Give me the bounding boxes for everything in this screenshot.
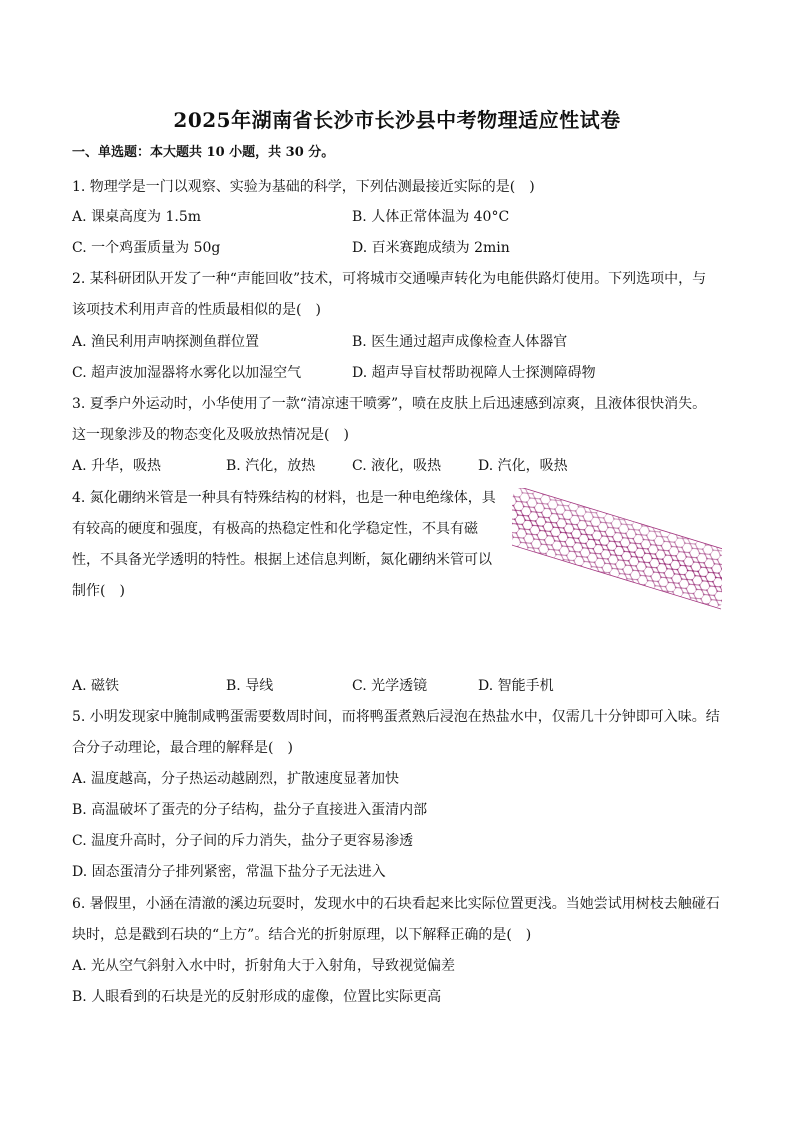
q6-option-b: B. 人眼看到的石块是光的反射形成的虚像，位置比实际更高 <box>72 989 442 1005</box>
q2-option-c: C. 超声波加湿器将水雾化以加湿空气 <box>72 365 302 381</box>
q5-option-c: C. 温度升高时，分子间的斥力消失，盐分子更容易渗透 <box>72 833 414 849</box>
nanotube-figure <box>512 488 722 610</box>
page-title: 2025年湖南省长沙市长沙县中考物理适应性试卷 <box>173 108 621 132</box>
q2-option-b: B. 医生通过超声成像检查人体器官 <box>352 334 568 350</box>
q3-stem-line1: 3. 夏季户外运动时，小华使用了一款“清凉速干喷雾”，喷在皮肤上后迅速感到凉爽，且液体很快消失。 <box>72 396 707 412</box>
q5-option-d: D. 固态蛋清分子排列紧密，常温下盐分子无法进入 <box>72 864 386 880</box>
q5-option-a: A. 温度越高，分子热运动越剧烈，扩散速度显著加快 <box>72 771 400 787</box>
q2-option-a: A. 渔民利用声呐探测鱼群位置 <box>72 334 260 350</box>
q1-option-a: A. 课桌高度为 1.5m <box>72 209 202 225</box>
q1-option-c: C. 一个鸡蛋质量为 50g <box>72 240 221 256</box>
q3-option-b: B. 汽化，放热 <box>226 458 316 474</box>
q2-stem-line1: 2. 某科研团队开发了一种“声能回收”技术，可将城市交通噪声转化为电能供路灯使用。下列选项中，与 <box>72 271 707 287</box>
q1-option-b: B. 人体正常体温为 40°C <box>352 209 510 225</box>
q4-option-d: D. 智能手机 <box>478 678 554 694</box>
q4-option-c: C. 光学透镜 <box>352 678 428 694</box>
q6-stem-line2: 块时，总是戳到石块的“上方”。结合光的折射原理，以下解释正确的是( ) <box>72 927 532 943</box>
q4-stem-line3: 性，不具备光学透明的特性。根据上述信息判断，氮化硼纳米管可以 <box>72 552 492 568</box>
q4-stem-line1: 4. 氮化硼纳米管是一种具有特殊结构的材料，也是一种电绝缘体，具 <box>72 490 496 506</box>
q2-option-d: D. 超声导盲杖帮助视障人士探测障碍物 <box>352 365 596 381</box>
q5-stem-line2: 合分子动理论，最合理的解释是( ) <box>72 740 293 756</box>
q5-stem-line1: 5. 小明发现家中腌制咸鸭蛋需要数周时间，而将鸭蛋煮熟后浸泡在热盐水中，仅需几十分钟即可入味。结 <box>72 709 720 725</box>
q5-option-b: B. 高温破坏了蛋壳的分子结构，盐分子直接进入蛋清内部 <box>72 802 428 818</box>
q3-option-c: C. 液化，吸热 <box>352 458 442 474</box>
q3-option-d: D. 汽化，吸热 <box>478 458 568 474</box>
q6-option-a: A. 光从空气斜射入水中时，折射角大于入射角，导致视觉偏差 <box>72 958 456 974</box>
q3-option-a: A. 升华，吸热 <box>72 458 162 474</box>
q1-option-d: D. 百米赛跑成绩为 2min <box>352 240 510 256</box>
q4-option-b: B. 导线 <box>226 678 274 694</box>
q4-stem-line2: 有较高的硬度和强度，有极高的热稳定性和化学稳定性，不具有磁 <box>72 521 478 537</box>
q4-stem-line4: 制作( ) <box>72 583 125 599</box>
q6-stem-line1: 6. 暑假里，小涵在清澈的溪边玩耍时，发现水中的石块看起来比实际位置更浅。当她尝试用树枝去触碰石 <box>72 896 720 912</box>
section-heading: 一、单选题：本大题共 10 小题，共 30 分。 <box>72 145 335 160</box>
q2-stem-line2: 该项技术利用声音的性质最相似的是( ) <box>72 302 321 318</box>
q4-option-a: A. 磁铁 <box>72 678 120 694</box>
q3-stem-line2: 这一现象涉及的物态变化及吸放热情况是( ) <box>72 427 349 443</box>
q1-stem: 1. 物理学是一门以观察、实验为基础的科学，下列估测最接近实际的是( ) <box>72 179 535 195</box>
